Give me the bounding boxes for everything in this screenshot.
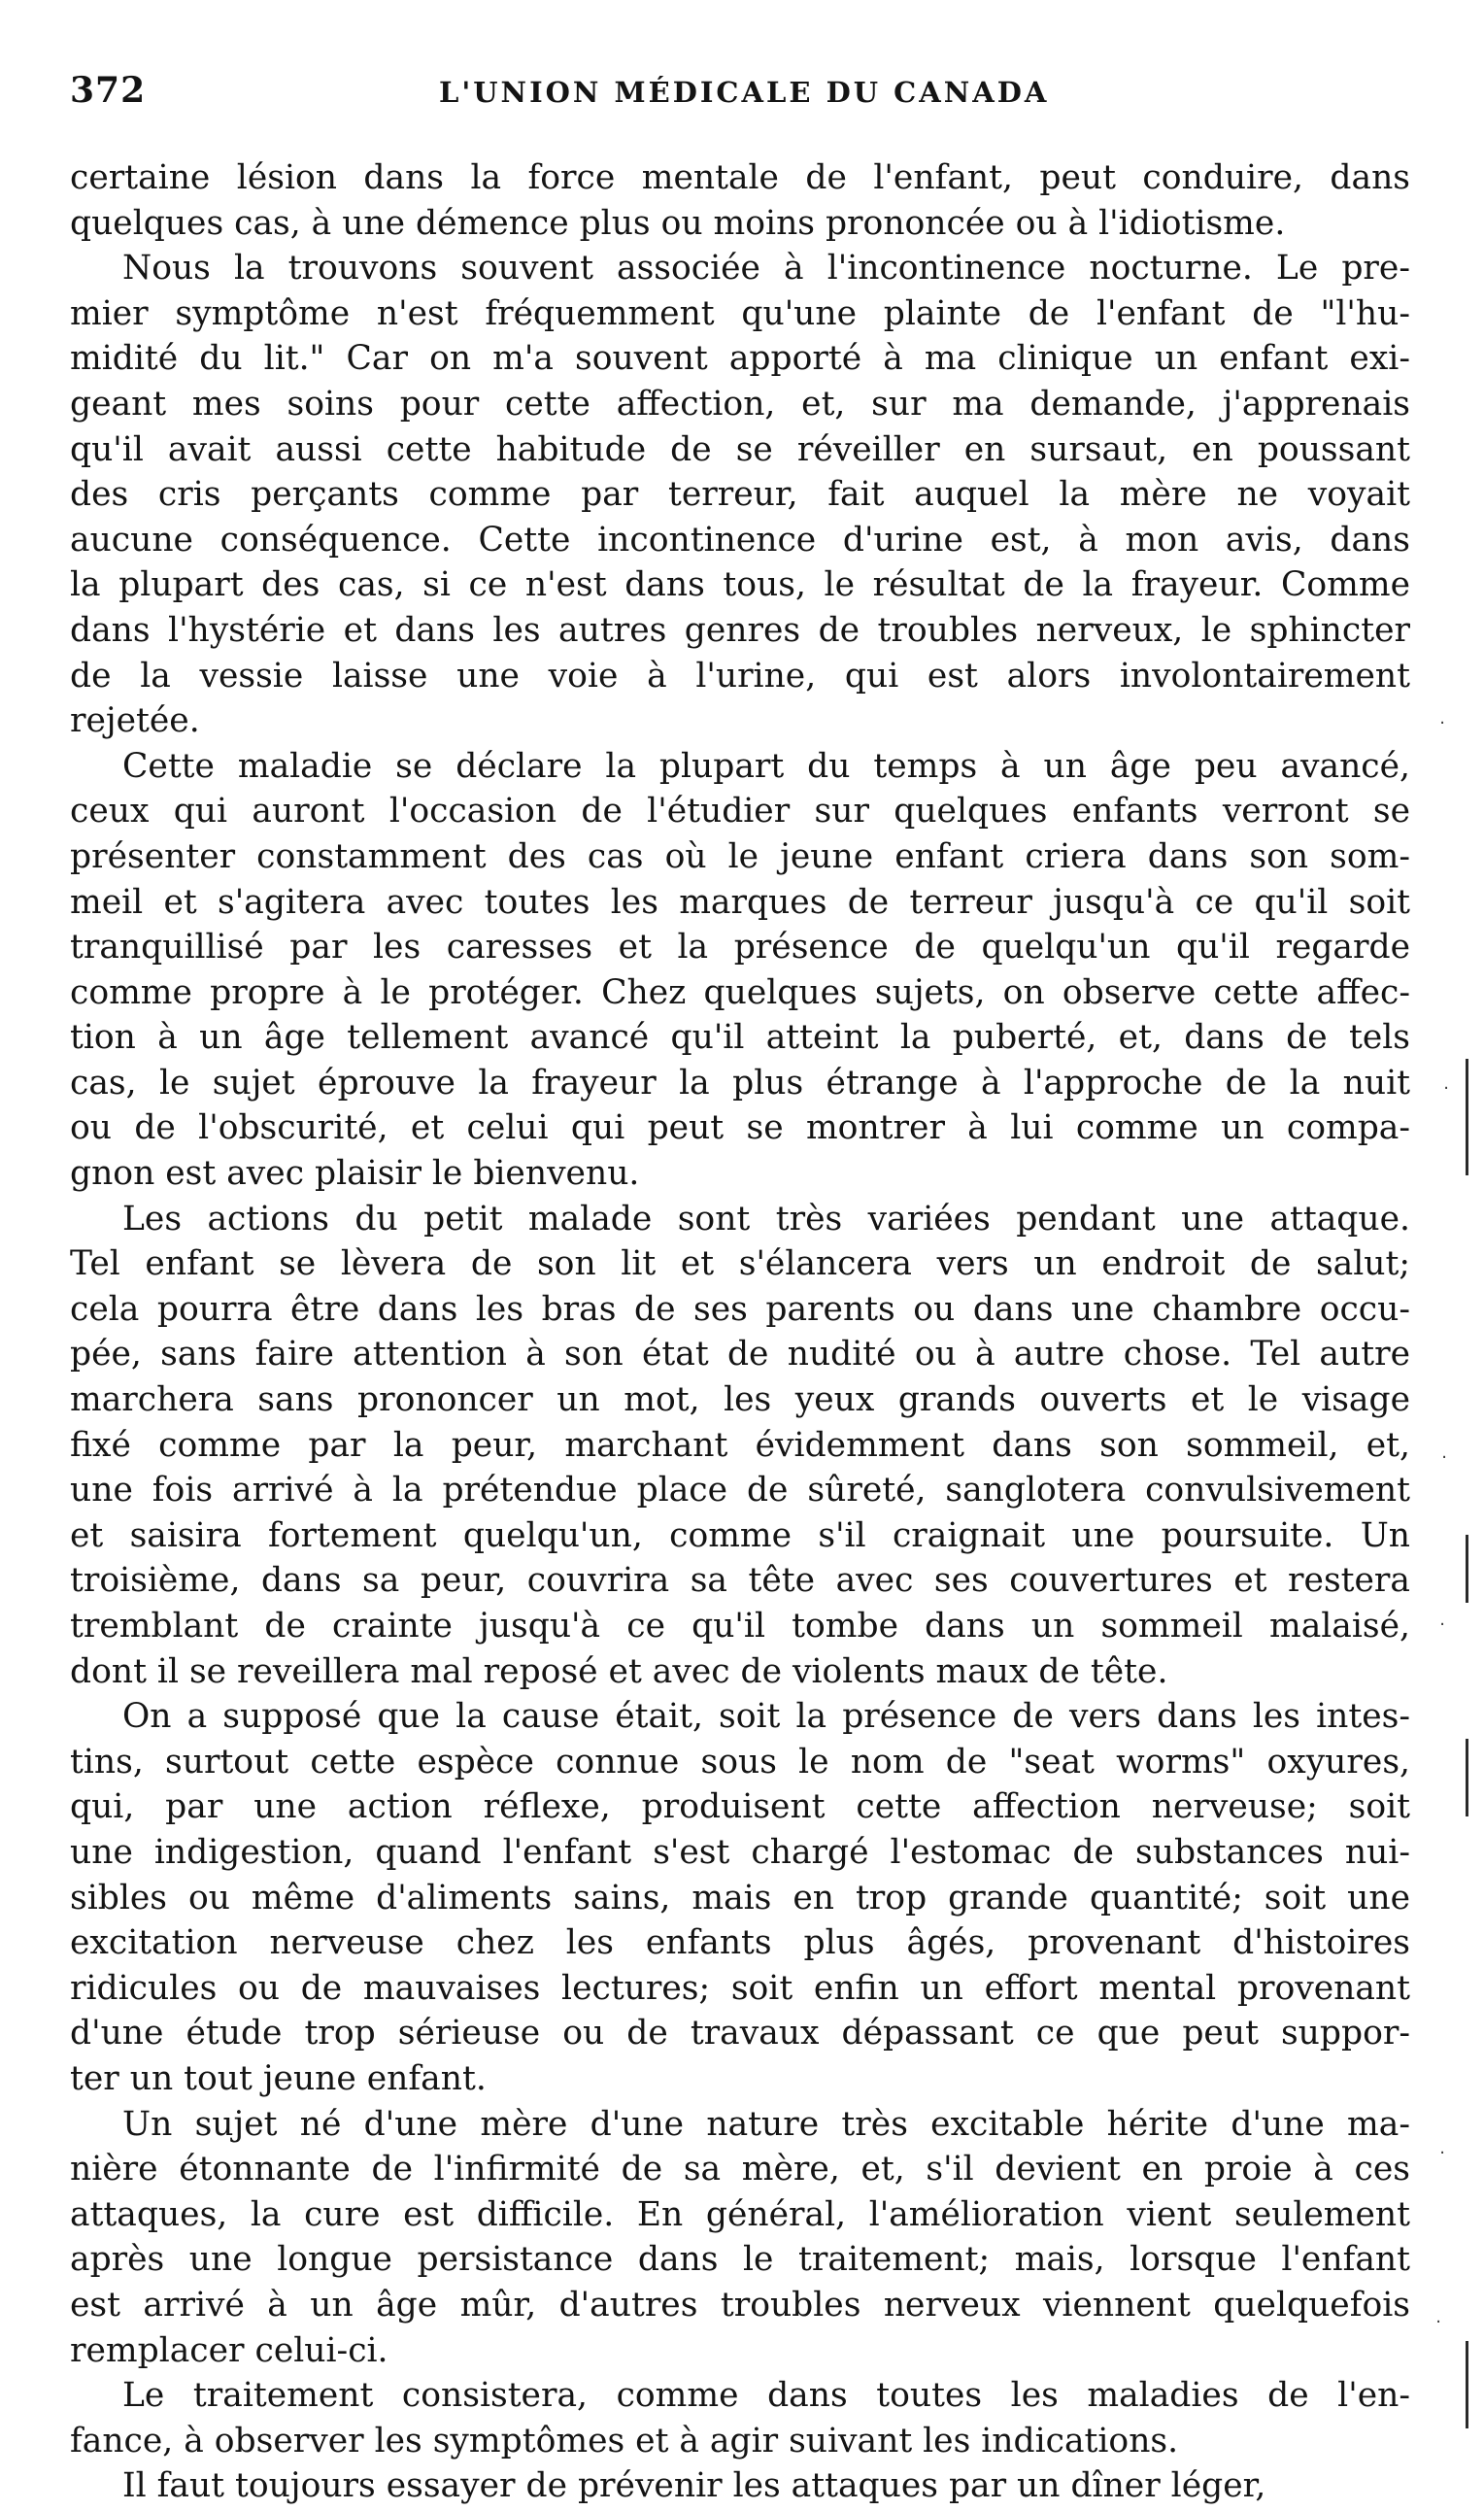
running-head xyxy=(70,70,1400,128)
text-line: geant mes soins pour cette affection, et, sur ma demande, j'apprenais xyxy=(70,384,1410,424)
text-line: présenter constamment des cas où le jeune enfant criera dans son som- xyxy=(70,836,1410,876)
text-line: Le traitement consistera, comme dans toutes les maladies de l'en- xyxy=(122,2376,1410,2416)
text-line: certaine lésion dans la force mentale de l'enfant, peut conduire, dans xyxy=(70,158,1410,197)
text-line: ridicules ou de mauvaises lectures; soit enfin un effort mental provenant xyxy=(70,1968,1410,2008)
text-line: aucune conséquence. Cette incontinence d'urine est, à mon avis, dans xyxy=(70,520,1410,560)
text-line: des cris perçants comme par terreur, fait auquel la mère ne voyait xyxy=(70,475,1410,515)
text-line: Il faut toujours essayer de prévenir les attaques par un dîner léger, xyxy=(122,2466,1266,2506)
text-line: tion à un âge tellement avancé qu'il atteint la puberté, et, dans de tels xyxy=(70,1018,1410,1058)
paragraph xyxy=(70,1694,1410,2101)
text-line: tins, surtout cette espèce connue sous le nom de "seat worms" oxyures, xyxy=(70,1742,1410,1781)
text-line: ou de l'obscurité, et celui qui peut se montrer à lui comme un compa- xyxy=(70,1108,1410,1148)
text-line: d'une étude trop sérieuse ou de travaux dépassant ce que peut suppor- xyxy=(70,2014,1410,2053)
text-line: fixé comme par la peur, marchant évidemment dans son sommeil, et, xyxy=(70,1425,1410,1465)
gutter-shadow xyxy=(1466,1535,1468,1603)
margin-speck: · xyxy=(1439,1614,1445,1635)
text-line: midité du lit." Car on m'a souvent apporté à ma clinique un enfant exi- xyxy=(70,339,1410,379)
text-line: est arrivé à un âge mûr, d'autres troubles nerveux viennent quelquefois xyxy=(70,2285,1410,2324)
text-line: On a supposé que la cause était, soit la présence de vers dans les intes- xyxy=(122,1697,1410,1737)
text-line: Nous la trouvons souvent associée à l'incontinence nocturne. Le pre- xyxy=(122,249,1410,288)
text-line: troisième, dans sa peur, couvrira sa tête avec ses couvertures et restera xyxy=(70,1561,1410,1601)
text-line: attaques, la cure est difficile. En général, l'amélioration vient seulement xyxy=(70,2194,1410,2234)
text-line: remplacer celui-ci. xyxy=(70,2330,388,2370)
paragraph xyxy=(70,2373,1410,2463)
page-number: 372 xyxy=(70,70,147,111)
paragraph xyxy=(70,155,1410,246)
text-line: quelques cas, à une démence plus ou moins prononcée ou à l'idiotisme. xyxy=(70,203,1286,243)
paragraph xyxy=(70,1197,1410,1695)
journal-title: L'UNION MÉDICALE DU CANADA xyxy=(439,76,1050,109)
text-line: dans l'hystérie et dans les autres genres de troubles nerveux, le sphincter xyxy=(70,610,1410,650)
text-line: Un sujet né d'une mère d'une nature très excitable hérite d'une ma- xyxy=(122,2104,1410,2144)
gutter-shadow xyxy=(1466,1739,1468,1816)
margin-speck: · xyxy=(1435,2312,1441,2332)
text-line: gnon est avec plaisir le bienvenu. xyxy=(70,1154,640,1194)
text-line: cela pourra être dans les bras de ses parents ou dans une chambre occu- xyxy=(70,1289,1410,1329)
paragraph xyxy=(70,744,1410,1197)
text-line: pée, sans faire attention à son état de nudité ou à autre chose. Tel autre xyxy=(70,1335,1410,1374)
text-line: et saisira fortement quelqu'un, comme s'il craignait une poursuite. Un xyxy=(70,1515,1410,1555)
text-line: mier symptôme n'est fréquemment qu'une plainte de l'enfant de "l'hu- xyxy=(70,293,1410,333)
text-line: meil et s'agitera avec toutes les marques de terreur jusqu'à ce qu'il soit xyxy=(70,882,1410,922)
paragraph xyxy=(70,246,1410,744)
margin-speck: · xyxy=(1439,713,1445,733)
text-line: de la vessie laisse une voie à l'urine, qui est alors involontairement xyxy=(70,656,1410,696)
text-line: fance, à observer les symptômes et à agir suivant les indications. xyxy=(70,2421,1179,2460)
text-line: tremblant de crainte jusqu'à ce qu'il tombe dans un sommeil malaisé, xyxy=(70,1607,1410,1646)
text-line: sibles ou même d'aliments sains, mais en trop grande quantité; soit une xyxy=(70,1878,1410,1917)
text-line: Les actions du petit malade sont très variées pendant une attaque. xyxy=(122,1199,1410,1239)
text-line: rejetée. xyxy=(70,701,200,741)
text-line: une fois arrivé à la prétendue place de sûreté, sanglotera convulsivement xyxy=(70,1471,1410,1510)
text-line: Cette maladie se déclare la plupart du temps à un âge peu avancé, xyxy=(122,746,1410,786)
margin-speck: · xyxy=(1441,1447,1447,1468)
text-line: excitation nerveuse chez les enfants plus âgés, provenant d'histoires xyxy=(70,1923,1410,1963)
text-line: marchera sans prononcer un mot, les yeux grands ouverts et le visage xyxy=(70,1380,1410,1420)
text-line: qu'il avait aussi cette habitude de se réveiller en sursaut, en poussant xyxy=(70,429,1410,469)
text-line: dont il se reveillera mal reposé et avec de violents maux de tête. xyxy=(70,1651,1168,1691)
text-line: ter un tout jeune enfant. xyxy=(70,2058,487,2098)
margin-speck: · xyxy=(1439,2143,1445,2163)
text-line: qui, par une action réflexe, produisent cette affection nerveuse; soit xyxy=(70,1787,1410,1827)
text-line: après une longue persistance dans le traitement; mais, lorsque l'enfant xyxy=(70,2240,1410,2280)
text-line: Tel enfant se lèvera de son lit et s'élancera vers un endroit de salut; xyxy=(70,1244,1410,1284)
article-body xyxy=(70,155,1410,2509)
margin-speck: · xyxy=(1443,1078,1449,1099)
text-line: tranquillisé par les caresses et la présence de quelqu'un qu'il regarde xyxy=(70,928,1410,967)
text-line: cas, le sujet éprouve la frayeur la plus étrange à l'approche de la nuit xyxy=(70,1063,1410,1103)
text-line: ceux qui auront l'occasion de l'étudier sur quelques enfants verront se xyxy=(70,792,1410,831)
paragraph xyxy=(70,2102,1410,2374)
gutter-shadow xyxy=(1466,2341,1468,2428)
text-line: la plupart des cas, si ce n'est dans tous, le résultat de la frayeur. Comme xyxy=(70,565,1410,605)
paragraph xyxy=(70,2463,1410,2509)
text-line: comme propre à le protéger. Chez quelques sujets, on observe cette affec- xyxy=(70,972,1410,1012)
gutter-shadow xyxy=(1466,1059,1468,1175)
text-line: une indigestion, quand l'enfant s'est chargé l'estomac de substances nui- xyxy=(70,1832,1410,1872)
text-line: nière étonnante de l'infirmité de sa mère, et, s'il devient en proie à ces xyxy=(70,2150,1410,2189)
